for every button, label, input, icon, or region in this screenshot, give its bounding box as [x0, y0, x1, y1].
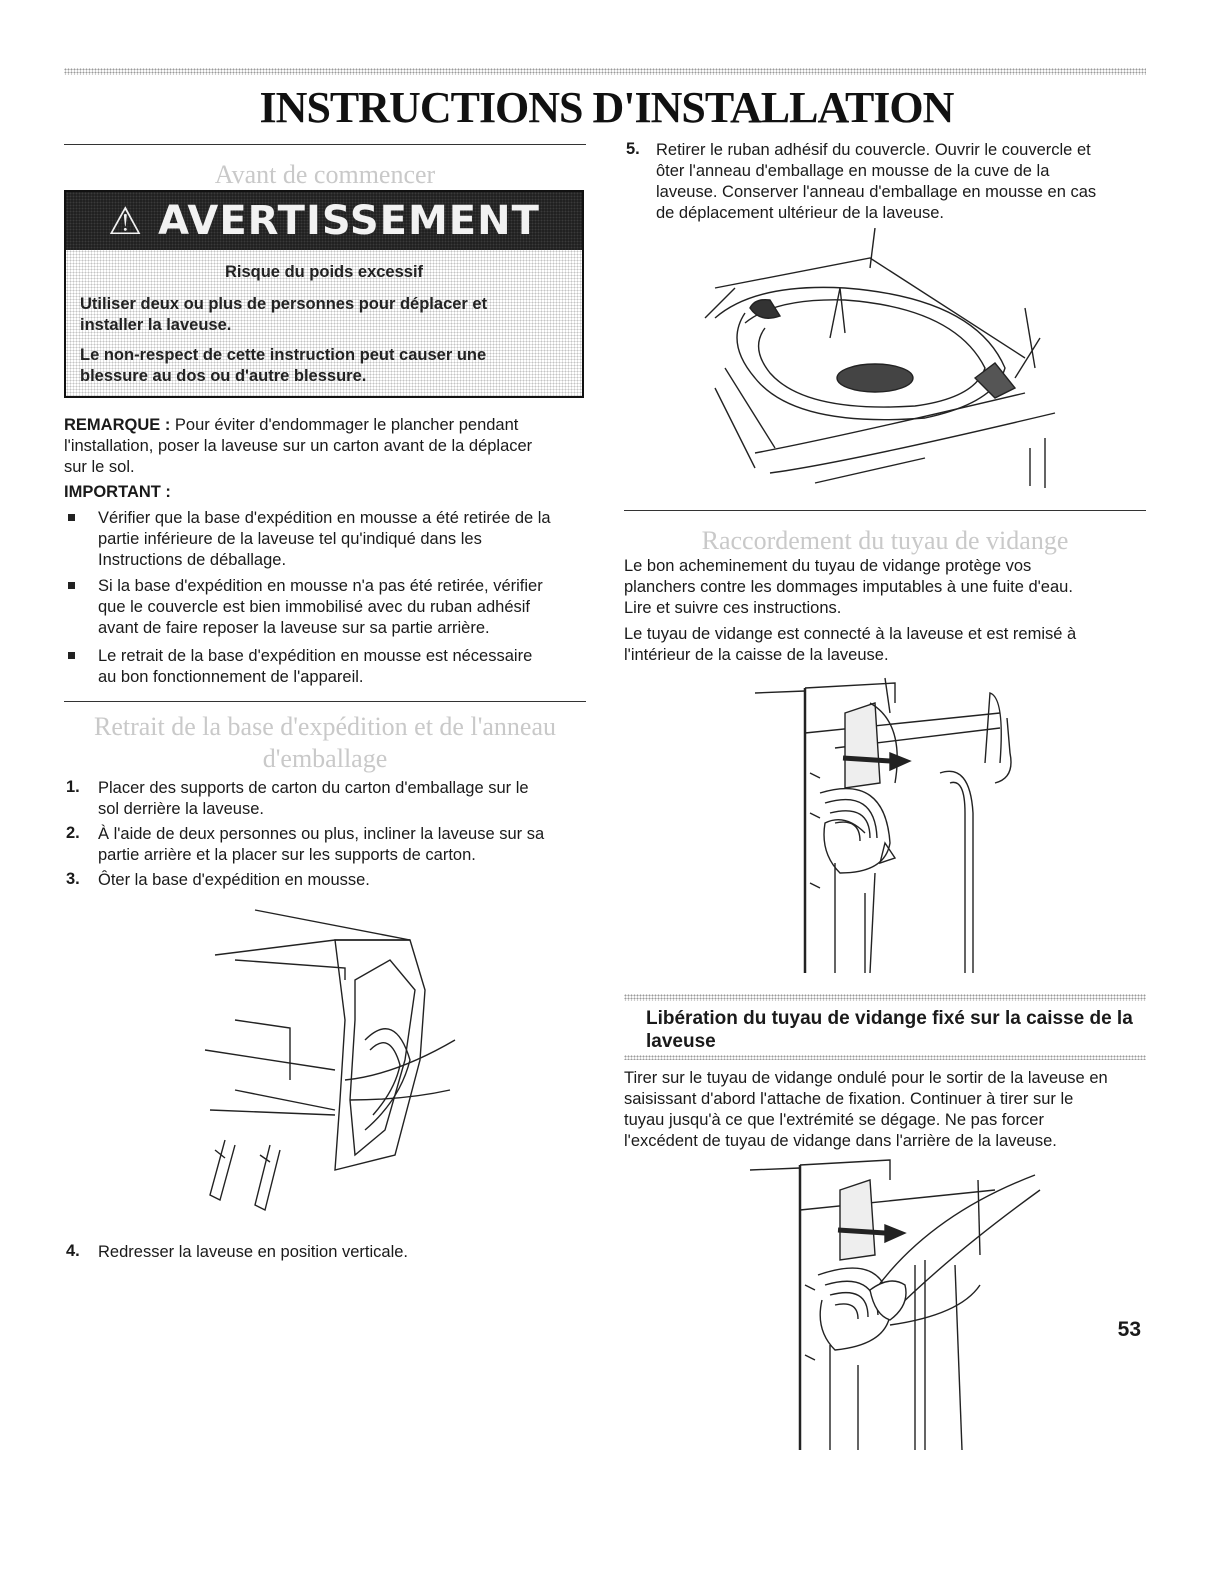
bullet-line: Le retrait de la base d'expédition en mousse est nécessaire	[98, 647, 533, 665]
step-line: Redresser la laveuse en position verticale.	[98, 1243, 408, 1261]
warning-header	[66, 192, 582, 250]
section-heading-retrait: d'emballage	[262, 744, 388, 773]
subheading-liberation: laveuse	[646, 1031, 716, 1052]
step-line: laveuse. Conserver l'anneau d'emballage en mousse en cas	[656, 183, 1097, 201]
important-label: IMPORTANT :	[64, 483, 171, 501]
top-decorative-band	[64, 68, 1146, 75]
bullet-line: que le couvercle est bien immobilisé avec du ruban adhésif	[98, 598, 530, 616]
step-number: 1.	[66, 778, 80, 796]
remarque-text: Pour éviter d'endommager le plancher pendant	[170, 416, 519, 434]
section-heading-retrait: Retrait de la base d'expédition et de l'anneau	[93, 712, 557, 741]
step-line: de déplacement ultérieur de la laveuse.	[656, 204, 945, 222]
remarque-line: sur le sol.	[64, 458, 135, 476]
step-line: ôter l'anneau d'emballage en mousse de la cuve de la	[656, 162, 1050, 180]
section-heading-avant: Avant de commencer	[214, 160, 436, 189]
step-line: partie arrière et la placer sur les supports de carton.	[98, 846, 476, 864]
step-line: sol derrière la laveuse.	[98, 800, 264, 818]
warning-body	[66, 250, 582, 396]
step-line: Retirer le ruban adhésif du couvercle. Ouvrir le couvercle et	[656, 141, 1091, 159]
step-number: 2.	[66, 824, 80, 842]
drain-hose-stored-illustration	[745, 673, 1030, 983]
warning-risk: Risque du poids excessif	[224, 263, 424, 281]
subheading-liberation: Libération du tuyau de vidange fixé sur la caisse de la	[646, 1008, 1133, 1029]
bullet-line: Si la base d'expédition en mousse n'a pas été retirée, vérifier	[98, 577, 543, 595]
warning-box	[64, 190, 584, 398]
paragraph-line: Le tuyau de vidange est connecté à la laveuse et est remisé à	[624, 625, 1077, 643]
bullet-line: Instructions de déballage.	[98, 551, 287, 569]
step-line: Ôter la base d'expédition en mousse.	[98, 871, 370, 889]
step-line: Placer des supports de carton du carton d'emballage sur le	[98, 779, 529, 797]
section-divider	[624, 510, 1146, 511]
paragraph-line: saisissant d'abord l'attache de fixation. Continuer à tirer sur le	[624, 1090, 1074, 1108]
warning-triangle-icon: ⚠	[108, 199, 144, 243]
step-number: 4.	[66, 1242, 80, 1260]
subheading-bottom-band	[624, 1055, 1146, 1060]
page-title: INSTRUCTIONS D'INSTALLATION	[259, 83, 954, 132]
paragraph-line: planchers contre les dommages imputables à une fuite d'eau.	[624, 578, 1073, 596]
remarque-label: REMARQUE :	[64, 416, 171, 434]
section-divider	[64, 144, 586, 145]
tilted-washer-illustration	[195, 900, 470, 1225]
warning-line: installer la laveuse.	[80, 316, 232, 334]
warning-line: blessure au dos ou d'autre blessure.	[80, 367, 367, 385]
bullet-line: Vérifier que la base d'expédition en mousse a été retirée de la	[98, 509, 551, 527]
section-divider	[64, 701, 586, 702]
subheading-top-band	[624, 994, 1146, 1001]
bullet-icon	[68, 514, 75, 521]
page-number: 53	[1117, 1318, 1141, 1341]
bullet-line: avant de faire reposer la laveuse sur sa partie arrière.	[98, 619, 490, 637]
bullet-icon	[68, 582, 75, 589]
warning-line: Le non-respect de cette instruction peut causer une	[80, 346, 487, 364]
step-number: 5.	[626, 140, 640, 158]
step-number: 3.	[66, 870, 80, 888]
remarque-line: l'installation, poser la laveuse sur un carton avant de la déplacer	[64, 437, 533, 455]
paragraph-line: l'intérieur de la caisse de la laveuse.	[624, 646, 889, 664]
section-heading-raccordement: Raccordement du tuyau de vidange	[701, 526, 1069, 555]
step-line: À l'aide de deux personnes ou plus, incliner la laveuse sur sa	[98, 825, 545, 843]
washer-tub-illustration	[695, 228, 1065, 490]
paragraph-line: l'excédent de tuyau de vidange dans l'arrière de la laveuse.	[624, 1132, 1057, 1150]
paragraph-line: Lire et suivre ces instructions.	[624, 599, 842, 617]
bullet-line: partie inférieure de la laveuse tel qu'indiqué dans les	[98, 530, 482, 548]
paragraph-line: Le bon acheminement du tuyau de vidange protège vos	[624, 557, 1032, 575]
warning-title: AVERTISSEMENT	[158, 198, 540, 244]
bullet-icon	[68, 652, 75, 659]
paragraph-line: tuyau jusqu'à ce que l'extrémité se dégage. Ne pas forcer	[624, 1111, 1044, 1129]
pulling-drain-hose-illustration	[740, 1155, 1050, 1455]
paragraph-line: Tirer sur le tuyau de vidange ondulé pour le sortir de la laveuse en	[624, 1069, 1108, 1087]
remarque-line	[64, 415, 518, 436]
bullet-line: au bon fonctionnement de l'appareil.	[98, 668, 364, 686]
warning-line: Utiliser deux ou plus de personnes pour déplacer et	[80, 295, 488, 313]
